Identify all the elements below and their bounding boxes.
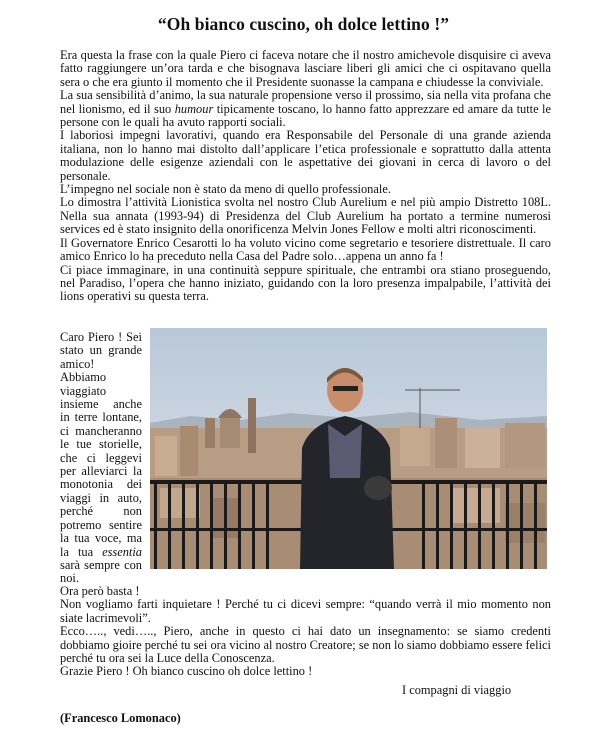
paragraph: Il Governatore Enrico Cesarotti lo ha voluto vicino come segretario e tesoriere distrettuale. Il caro amico Enrico lo ha preceduto nella Casa del Padre solo…appena un anno fa ! bbox=[60, 235, 551, 264]
paragraph: Non vogliamo farti inquietare ! Perché tu ci dicevi sempre: “quando verrà il mio momento non siate lacrimevoli”. bbox=[60, 597, 551, 625]
page-title: “Oh bianco cuscino, oh dolce lettino !” bbox=[157, 14, 450, 34]
paragraph: Era questa la frase con la quale Piero ci faceva notare che il nostro amichevole disquisire ci aveva fatto raggiungere un’ora tarda e che bisognava lasciare liberi gli amici che ci ospitavano quella sera o che era giunto il momento che il Presidente suonasse la campana e chiudesse la conviviale. bbox=[60, 48, 551, 89]
signoff: I compagni di viaggio bbox=[402, 683, 512, 697]
paragraph: Grazie Piero ! Oh bianco cuscino oh dolce lettino ! bbox=[60, 664, 313, 679]
paragraph: L’impegno nel sociale non è stato da meno di quello professionale. bbox=[60, 182, 391, 197]
paragraph: Ora però basta ! bbox=[60, 584, 140, 598]
photo-man-on-terrace bbox=[150, 328, 547, 569]
paragraph: La sua sensibilità d’animo, la sua naturale propensione verso il prossimo, sia nella vita profana che nel lionismo, ed il suo humour tipicamente toscano, lo hanno fatto apprezzare ed amare da tutte le persone con le quali ha avuto rapporti sociali. bbox=[60, 88, 551, 130]
closing-text bbox=[60, 585, 551, 679]
article-body bbox=[60, 49, 551, 304]
paragraph: Lo dimostra l’attività Lionistica svolta nel nostro Club Aurelium e nel più ampio Distretto 108L. Nella sua annata (1993-94) di Presidenza del Club Aurelium ha portato a termine numerosi services ed è stato insignito della onorificenza Melvin Jones Fellow e molti altri riconoscimenti. bbox=[60, 195, 551, 237]
side-dedication: Caro Piero ! Sei stato un grande amico! Abbiamo viaggiato insieme anche in terre lontane, ci mancheranno le tue storielle, che ci leggevi per alleviarci la monotonia dei viaggi in auto, perché non potremo sentire la tua voce, ma la tua essentia sarà sempre con noi. bbox=[60, 330, 142, 586]
author-credit: (Francesco Lomonaco) bbox=[60, 711, 181, 725]
paragraph: Ecco….., vedi….., Piero, anche in questo ci hai dato un insegnamento: se siamo credenti dobbiamo gioire perché tu sei ora vicino al nostro Creatore; se non lo siamo dobbiamo essere felici perché tu ora sei la Luce della Conoscenza. bbox=[60, 624, 551, 666]
paragraph: Ci piace immaginare, in una continuità seppure spirituale, che entrambi ora stiano proseguendo, nel Paradiso, l’opera che hanno iniziato, guidando con la loro presenza impalpabile, l’attività dei lions operativi su questa terra. bbox=[60, 262, 551, 304]
paragraph: I laboriosi impegni lavorativi, quando era Responsabile del Personale di una grande azienda italiana, non lo hanno mai distolto dall’applicare l’etica professionale e soprattutto dalla attenta modulazione delle esigenze aziendali con le aspettative dei giovani in cerca di lavoro o del personale. bbox=[60, 128, 551, 183]
